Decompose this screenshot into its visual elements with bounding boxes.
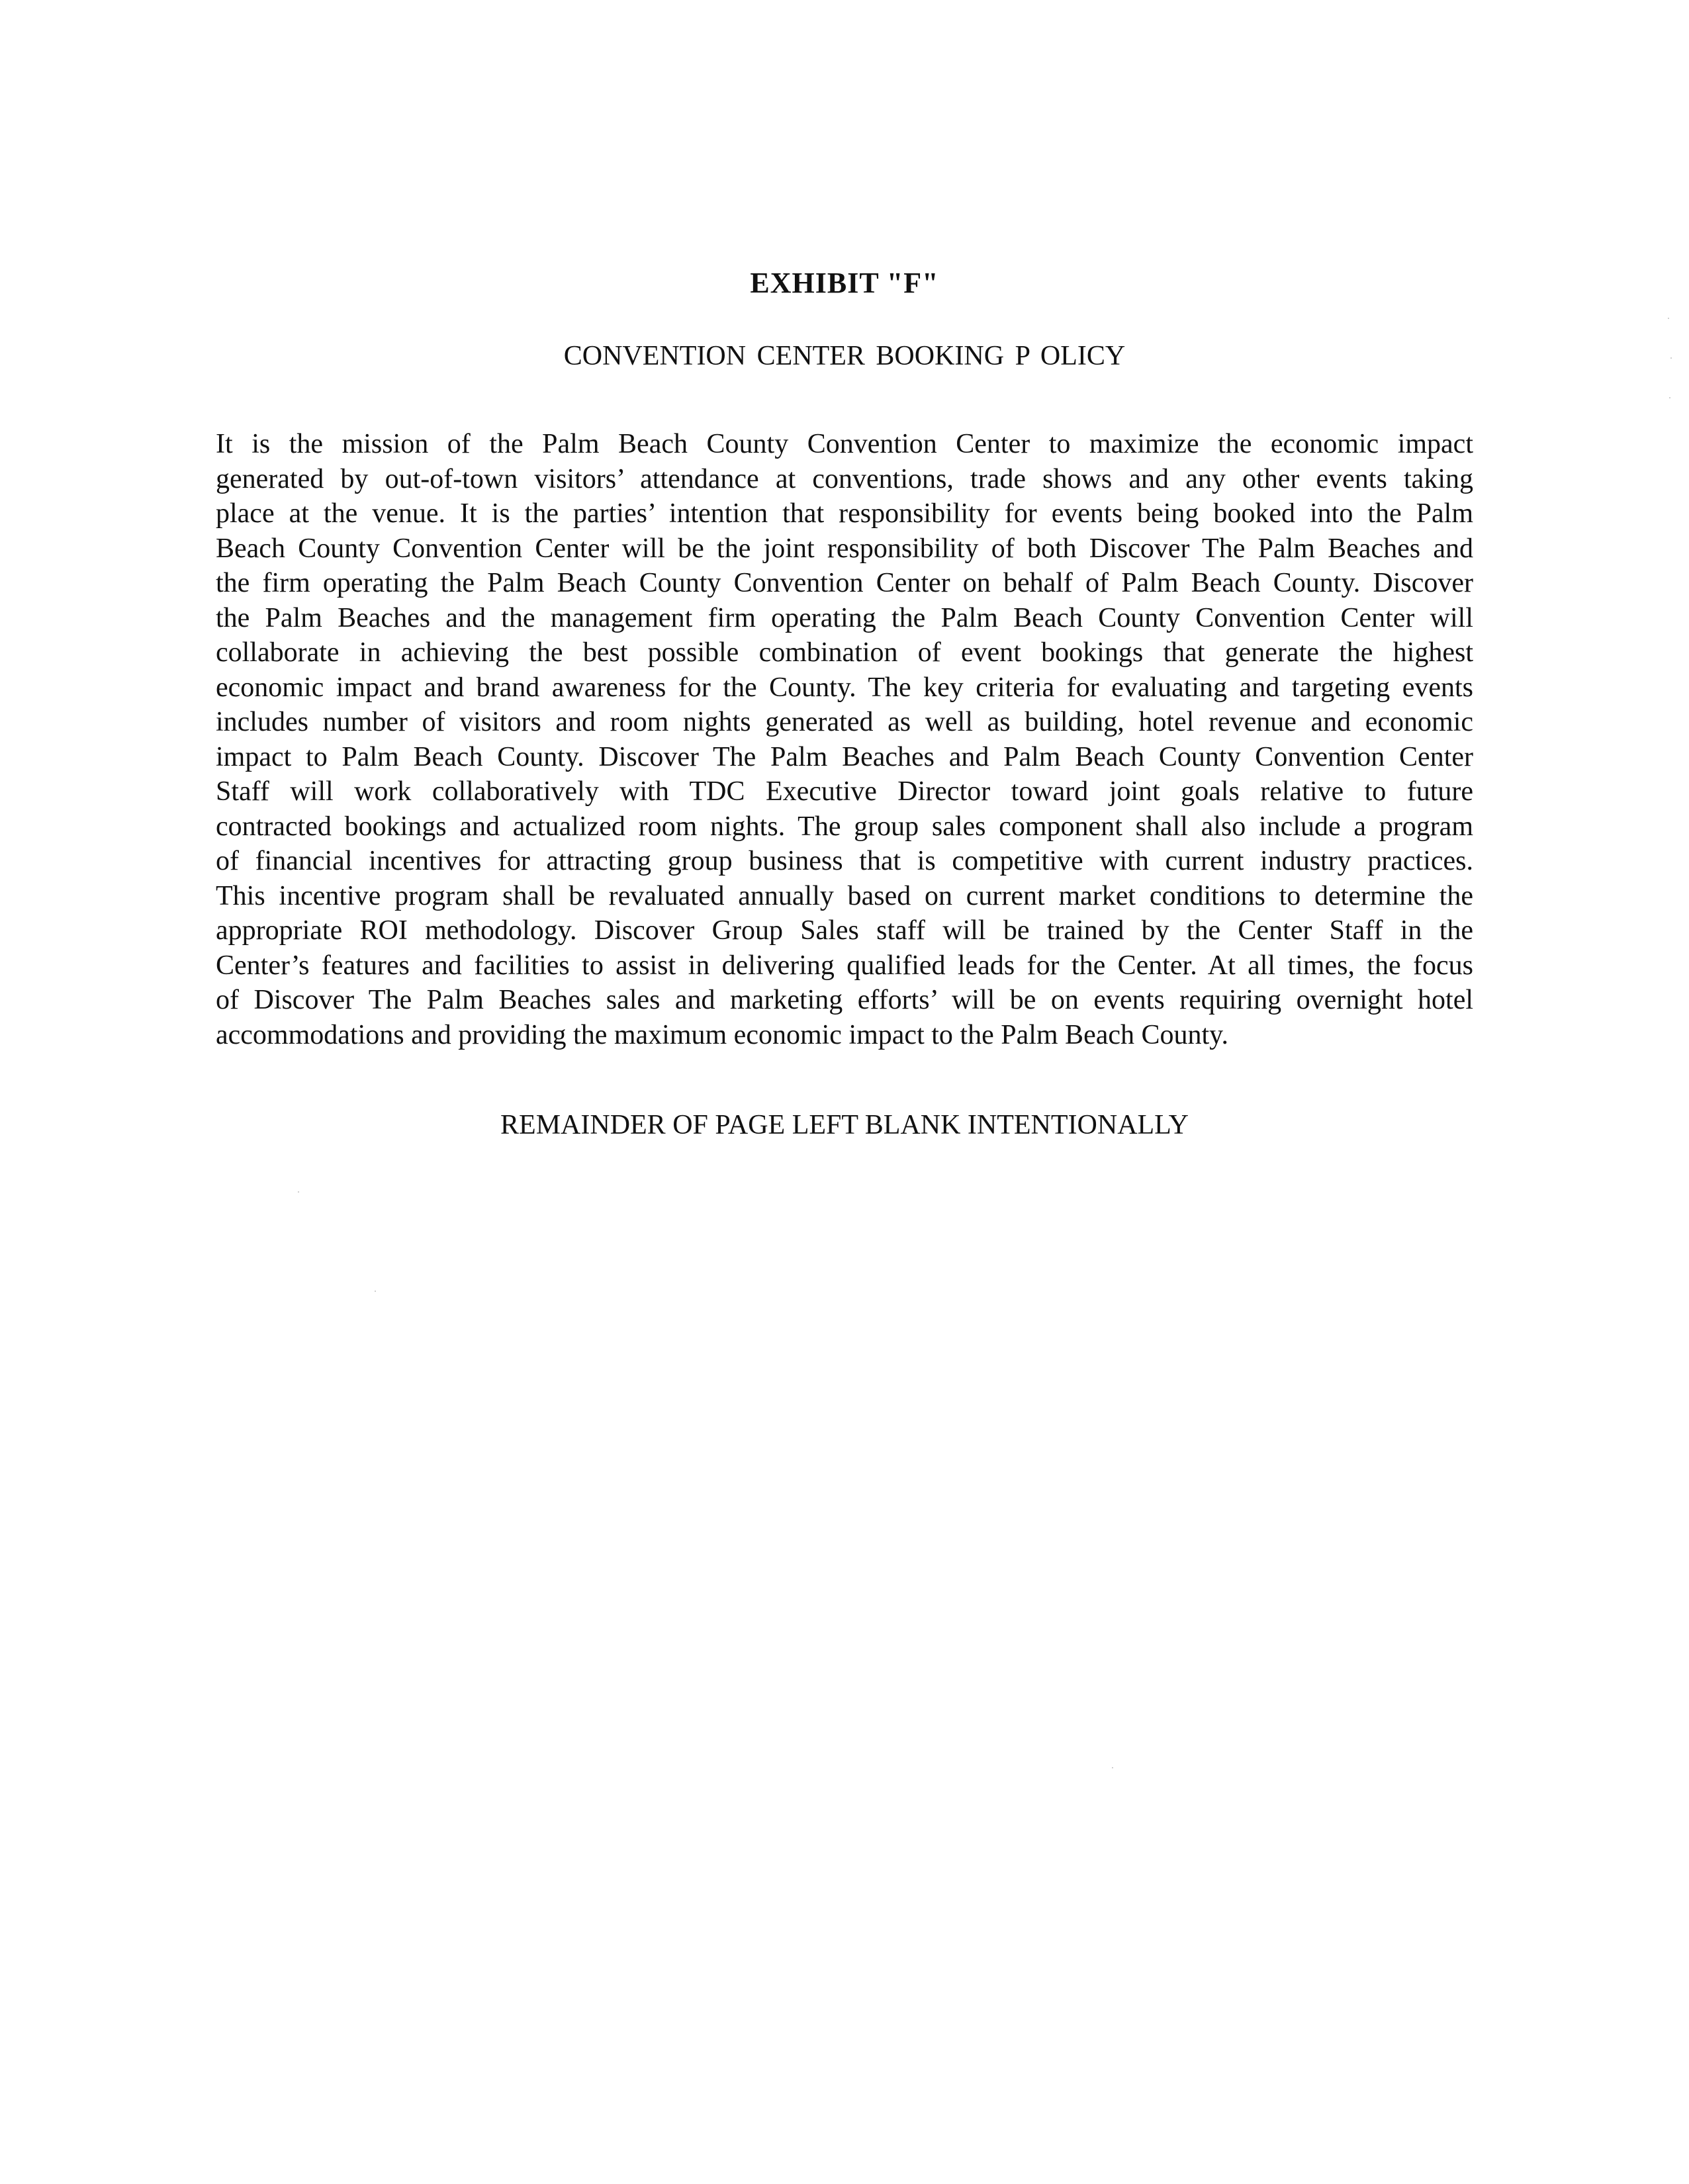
body-line: contracted bookings and actualized room nights. The group sales component shall also include a program — [216, 811, 1473, 842]
body-line: It is the mission of the Palm Beach County Convention Center to maximize the economic impact — [216, 429, 1473, 459]
body-line: appropriate ROI methodology. Discover Group Sales staff will be trained by the Center Staff in the — [216, 915, 1473, 946]
body-line: the Palm Beaches and the management firm operating the Palm Beach County Convention Center will — [216, 602, 1473, 633]
body-line: generated by out-of-town visitors’ attendance at conventions, trade shows and any other events taking — [216, 463, 1473, 494]
policy-title: CONVENTION CENTER BOOKING P OLICY — [563, 341, 1126, 371]
exhibit-title: EXHIBIT "F" — [750, 267, 939, 299]
body-line: the firm operating the Palm Beach County Convention Center on behalf of Palm Beach County. Discover — [216, 568, 1473, 598]
body-line: economic impact and brand awareness for the County. The key criteria for evaluating and targeting events — [216, 672, 1473, 703]
policy-body — [216, 427, 1473, 1052]
body-line: collaborate in achieving the best possible combination of event bookings that generate the highest — [216, 637, 1473, 668]
remainder-note: REMAINDER OF PAGE LEFT BLANK INTENTIONALLY — [500, 1110, 1189, 1140]
body-line: of financial incentives for attracting group business that is competitive with current industry practices. — [216, 846, 1473, 876]
scan-speck — [1670, 357, 1672, 359]
body-line: Center’s features and facilities to assist in delivering qualified leads for the Center. At all times, the focus — [216, 950, 1473, 981]
body-line: includes number of visitors and room nights generated as well as building, hotel revenue and economic — [216, 707, 1473, 737]
scan-speck — [298, 1191, 299, 1193]
scan-speck — [375, 1291, 376, 1292]
body-line: place at the venue. It is the parties’ intention that responsibility for events being booked into the Palm — [216, 498, 1473, 529]
body-line: Beach County Convention Center will be the joint responsibility of both Discover The Palm Beaches and — [216, 533, 1473, 564]
scan-speck — [1669, 397, 1670, 398]
body-line: impact to Palm Beach County. Discover The Palm Beaches and Palm Beach County Convention Center — [216, 741, 1473, 772]
scan-speck — [1112, 1767, 1113, 1768]
body-line: of Discover The Palm Beaches sales and marketing efforts’ will be on events requiring overnight hotel — [216, 985, 1473, 1015]
body-line: This incentive program shall be revaluated annually based on current market conditions to determine the — [216, 880, 1473, 911]
body-line: accommodations and providing the maximum economic impact to the Palm Beach County. — [216, 1019, 1228, 1050]
body-line: Staff will work collaboratively with TDC Executive Director toward joint goals relative to future — [216, 776, 1473, 807]
scan-speck — [1668, 318, 1669, 319]
